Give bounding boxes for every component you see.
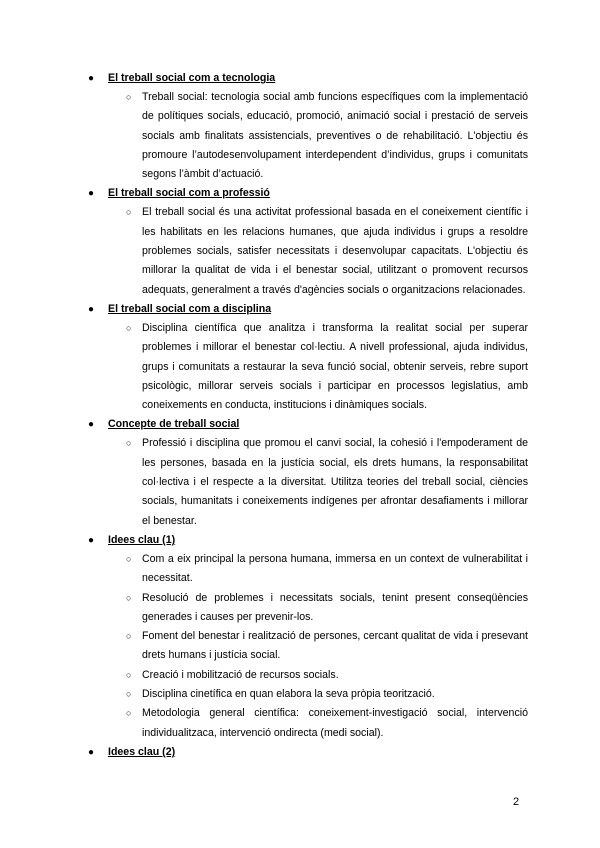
- section-heading: [86, 69, 528, 88]
- circle-bullet-icon: ○: [126, 669, 132, 680]
- list-item-text: Resolució de problemes i necessitats socials, tenint present conseqüències generades i causes per prevenir-los.: [142, 591, 528, 623]
- section-heading: [86, 184, 528, 203]
- list-item: [86, 434, 528, 530]
- list-item-text: Treball social: tecnologia social amb funcions específiques com la implementació de polítiques socials, educació, promoció, animació social i prestació de serveis socials amb finalitats assistencials, preventives o de rehabilitació. L'objectiu és promoure l’autodesenvolupament interdependent d’individus, grups i comunitats segons l’àmbit d’actuació.: [142, 91, 528, 181]
- document-content: [86, 69, 528, 762]
- section: [86, 300, 528, 415]
- list-item: [86, 319, 528, 415]
- list-item-text: Professió i disciplina que promou el canvi social, la cohesió i l'empoderament de les persones, basada en la justícia social, els drets humans, la responsabilitat col·lectiva i el respecte a la diversitat. Utilitza teories del treball social, ciències socials, humanitats i coneixements indígenes per afrontar desafiaments i millorar el benestar.: [142, 437, 528, 527]
- section-heading: [86, 300, 528, 319]
- circle-bullet-icon: ○: [126, 438, 132, 449]
- list-item-text: Foment del benestar i realització de persones, cercant qualitat de vida i presevant drets humans i justícia social.: [142, 630, 528, 662]
- circle-bullet-icon: ○: [126, 322, 132, 333]
- circle-bullet-icon: ○: [126, 592, 132, 603]
- section: [86, 743, 528, 762]
- section: [86, 69, 528, 184]
- list-item-text: Creació i mobilització de recursos socials.: [142, 668, 339, 681]
- list-item: [86, 550, 528, 589]
- bullet-icon: ●: [88, 746, 95, 758]
- bullet-icon: ●: [88, 534, 95, 546]
- list-item-text: Com a eix principal la persona humana, immersa en un context de vulnerabilitat i necessitat.: [142, 552, 528, 585]
- section-title: Concepte de treball social: [108, 418, 240, 431]
- circle-bullet-icon: ○: [126, 708, 132, 719]
- circle-bullet-icon: ○: [126, 689, 132, 700]
- list-item-text: Disciplina cinetífica en quan elabora la seva pròpia teorització.: [142, 688, 435, 701]
- list-item-text: Disciplina científica que analitza i transforma la realitat social per superar problemes i millorar el benestar col·lectiu. A nivell professional, ajuda individus, grups i comunitats a restaurar la seva funció social, obtenir serveis, rebre suport psicològic, millorar serveis socials i participar en processos legislatius, amb coneixements en conducta, institucions i dinàmiques socials.: [142, 321, 528, 412]
- list-item: [86, 666, 528, 685]
- section-heading: [86, 743, 528, 762]
- list-item: [86, 88, 528, 184]
- page-number: 2: [513, 796, 520, 808]
- list-item-text: Metodologia general científica: coneixement-investigació social, intervenció individualitzaca, intervenció ondirecta (medi social).: [142, 707, 528, 739]
- section-title: Idees clau (1): [108, 533, 176, 546]
- list-item: [86, 203, 528, 299]
- section-title: Idees clau (2): [108, 745, 176, 758]
- circle-bullet-icon: ○: [126, 207, 132, 218]
- bullet-icon: ●: [88, 73, 95, 84]
- circle-bullet-icon: ○: [126, 631, 132, 642]
- section-title: El treball social com a disciplina: [108, 302, 272, 315]
- section: [86, 531, 528, 743]
- section: [86, 415, 528, 530]
- bullet-icon: ●: [88, 188, 95, 200]
- bullet-icon: ●: [88, 303, 95, 315]
- circle-bullet-icon: ○: [126, 92, 132, 102]
- circle-bullet-icon: ○: [126, 553, 132, 564]
- section-heading: [86, 531, 528, 550]
- section-heading: [86, 415, 528, 434]
- list-item-text: El treball social és una activitat professional basada en el coneixement científic i les habilitats en les relacions humanes, que ajuda individus i grups a resoldre problemes socials, satisfer necessitats i desenvolupar capacitats. L'objectiu és millorar la qualitat de vida i el benestar social, utilitzant o promovent recursos adequats, generalment a través d'agències socials o organitzacions relacionades.: [142, 206, 528, 296]
- list-item: [86, 704, 528, 743]
- list-item: [86, 685, 528, 704]
- list-item: [86, 627, 528, 666]
- list-item: [86, 589, 528, 628]
- section-title: El treball social com a professió: [108, 187, 270, 200]
- section: [86, 184, 528, 299]
- bullet-icon: ●: [88, 419, 95, 431]
- section-title: El treball social com a tecnologia: [108, 72, 276, 84]
